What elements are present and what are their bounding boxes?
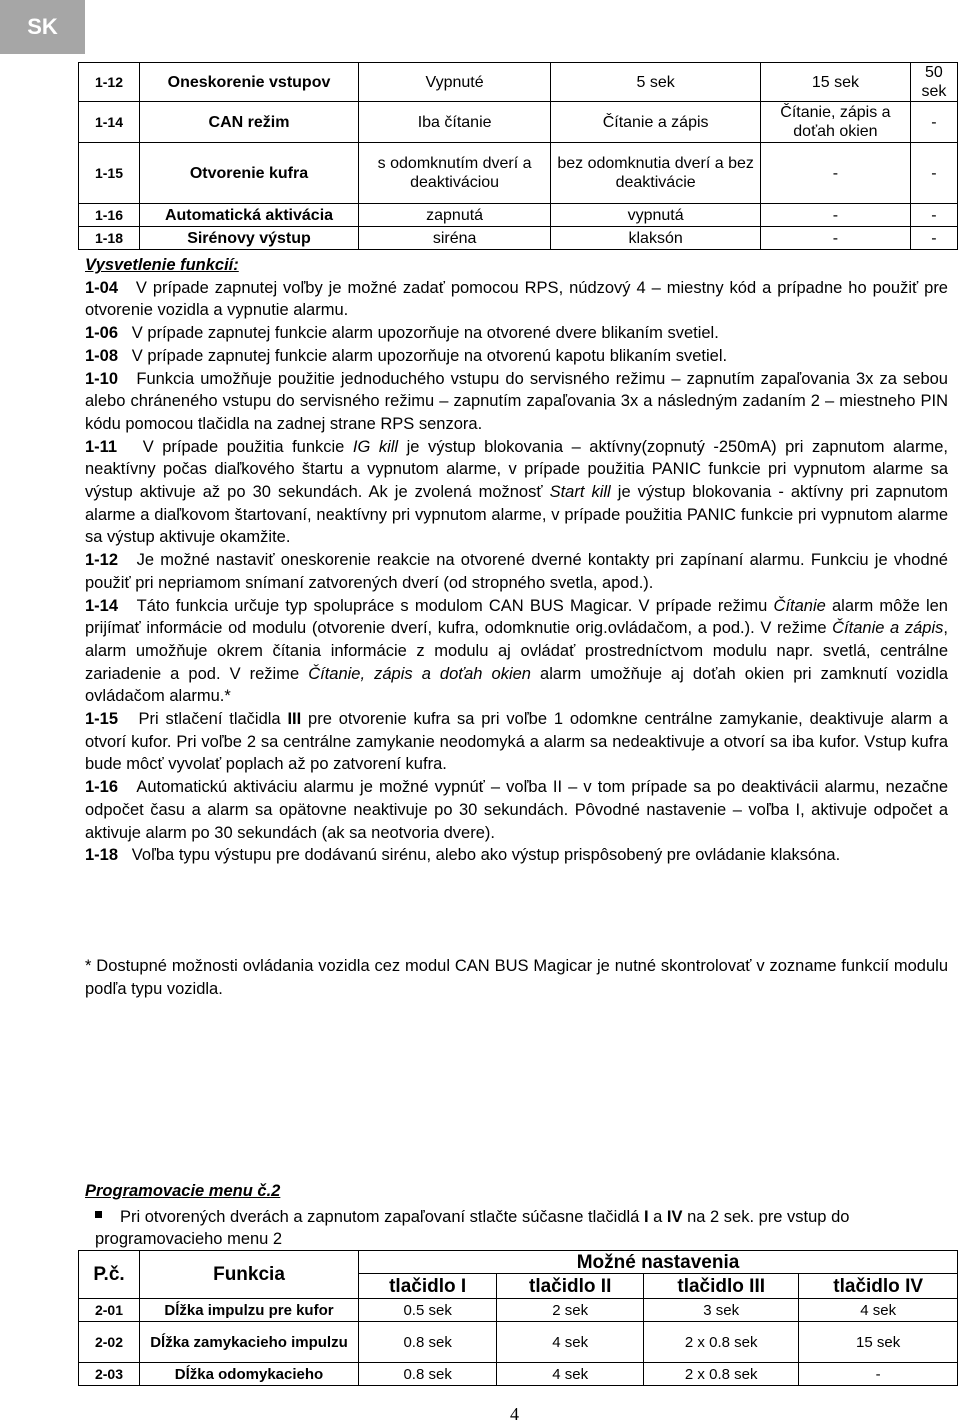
bullet-text-part: a bbox=[648, 1208, 667, 1226]
paragraph bbox=[85, 345, 948, 368]
table-cell: 0.8 sek bbox=[359, 1363, 497, 1386]
table-cell: - bbox=[910, 227, 957, 250]
table-cell: - bbox=[761, 143, 911, 204]
paragraph-text: Táto funkcia určuje typ spolupráce s modulom CAN BUS Magicar. V prípade režimu bbox=[136, 596, 774, 615]
button-label: III bbox=[287, 710, 302, 729]
bullet-text-part: na 2 sek. pre vstup do programovacieho menu 2 bbox=[95, 1208, 850, 1248]
paragraph bbox=[85, 844, 948, 867]
code-label: 1-04 bbox=[85, 278, 119, 297]
table-cell: s odomknutím dverí a deaktiváciou bbox=[359, 143, 551, 204]
button-label: IV bbox=[666, 1208, 683, 1226]
table-cell: - bbox=[910, 143, 957, 204]
section-heading: Vysvetlenie funkcií: bbox=[85, 256, 239, 274]
table-cell: 2 x 0.8 sek bbox=[644, 1363, 799, 1386]
emphasis: Čítanie, zápis a doťah okien bbox=[308, 664, 531, 683]
paragraph-text: V prípade zapnutej funkcie alarm upozorňuje na otvorenú kapotu blikaním svetiel. bbox=[131, 346, 728, 365]
table-cell: Sirénovy výstup bbox=[140, 227, 359, 250]
program-menu-table bbox=[78, 1250, 958, 1386]
table-cell: 2-02 bbox=[79, 1322, 140, 1363]
paragraph bbox=[85, 322, 948, 345]
paragraph bbox=[85, 277, 948, 322]
table-cell: - bbox=[799, 1363, 958, 1386]
table-cell: Čítanie, zápis a doťah okien bbox=[761, 102, 911, 143]
table-cell: bez odomknutia dverí a bez deaktivácie bbox=[551, 143, 761, 204]
paragraph-text: Pri stlačení tlačidla bbox=[138, 710, 288, 729]
table-cell: - bbox=[910, 102, 957, 143]
paragraph-text: Funkcia umožňuje použitie jednoduchého vstupu do servisného režimu – zapnutím zapaľovania 3x za sebou alebo chráneného vstupu do servisného režimu – zapnutím zapaľovania 3x a následným zadaním 2 – miestneho PIN kódu pomocou tlačidla na zadnej strane RPS senzora. bbox=[85, 369, 948, 433]
paragraph bbox=[85, 776, 948, 844]
paragraph-text: V prípade zapnutej funkcie alarm upozorňuje na otvorené dvere blikaním svetiel. bbox=[131, 324, 719, 343]
paragraph bbox=[85, 595, 948, 709]
table-row bbox=[79, 1322, 958, 1363]
table-cell: 1-15 bbox=[79, 143, 140, 204]
table-cell: 4 sek bbox=[497, 1363, 644, 1386]
table-cell: CAN režim bbox=[140, 102, 359, 143]
table-cell: siréna bbox=[359, 227, 551, 250]
paragraph-text: je výstup blokovania – aktívny(zopnutý -250mA) pri zapnutom alarme, neaktívny počas diaľkového štartu a vypnutom alarme, v prípade použitia PANIC funkcie pri vypnutom alarme sa výstup aktivuje až po 30 sekundách. Ak je zvolená možnosť bbox=[85, 437, 948, 502]
table-cell: 4 sek bbox=[799, 1299, 958, 1322]
paragraph-text: Automatickú aktiváciu alarmu je možné vypnúť – voľba II – v tom prípade sa po deaktivácii alarmu, nezačne odpočet času a alarm sa opätovne neaktivuje po 30 sekundách. Pôvodné nastavenie – voľba I, aktivuje odpočet a aktivuje alarm po 30 sekundách (ak sa neotvoria dvere). bbox=[85, 778, 948, 842]
header-button: tlačidlo I bbox=[359, 1274, 497, 1299]
header-function: Funkcia bbox=[140, 1251, 359, 1299]
table-cell: klaksón bbox=[551, 227, 761, 250]
code-label: 1-16 bbox=[85, 778, 119, 797]
table-cell: 0.8 sek bbox=[359, 1322, 497, 1363]
table-cell: zapnutá bbox=[359, 204, 551, 227]
table-cell: Oneskorenie vstupov bbox=[140, 63, 359, 102]
paragraph-text: Voľba typu výstupu pre dodávanú sirénu, alebo ako výstup prispôsobený pre ovládanie klaksóna. bbox=[131, 846, 841, 865]
table-row bbox=[79, 1299, 958, 1322]
table-cell: 1-12 bbox=[79, 63, 140, 102]
header-options: Možné nastavenia bbox=[359, 1251, 958, 1274]
code-label: 1-08 bbox=[85, 346, 119, 365]
list-item bbox=[95, 1206, 948, 1250]
bullet-icon bbox=[95, 1211, 102, 1218]
button-label: I bbox=[643, 1208, 649, 1226]
table-cell: 2-01 bbox=[79, 1299, 140, 1322]
table-header-row bbox=[79, 1251, 958, 1274]
table-cell: vypnutá bbox=[551, 204, 761, 227]
table-cell: 50 sek bbox=[910, 63, 957, 102]
table-cell: 1-18 bbox=[79, 227, 140, 250]
paragraph bbox=[85, 436, 948, 550]
paragraph-text: je výstup blokovania - aktívny pri zapnutom alarme a diaľkovom štartovaní, neaktívny pri vypnutom alarme, v prípade použitia PANIC funkcie pri vypnutom alarme sa výstup aktivuje okamžite. bbox=[85, 483, 948, 547]
bullet-text bbox=[95, 1208, 849, 1248]
settings-table bbox=[78, 62, 958, 250]
table-cell: 0.5 sek bbox=[359, 1299, 497, 1322]
emphasis: Čítanie a zápis bbox=[832, 619, 944, 638]
table-cell: 2 x 0.8 sek bbox=[644, 1322, 799, 1363]
table-cell: Vypnuté bbox=[359, 63, 551, 102]
table-cell: 5 sek bbox=[551, 63, 761, 102]
table-cell: Dĺžka zamykacieho impulzu bbox=[140, 1322, 359, 1363]
program-menu-title: Programovacie menu č.2 bbox=[85, 1182, 281, 1200]
table-cell: Automatická aktivácia bbox=[140, 204, 359, 227]
table-row bbox=[79, 227, 958, 250]
paragraph-text: Je možné nastaviť oneskorenie reakcie na otvorené dverné kontakty pri zapínaní alarmu. Funkciu je vhodné použiť pri nepriamom snímaní zatvorených dverí (od stropného svetla, apod.). bbox=[85, 551, 948, 592]
header-button: tlačidlo III bbox=[644, 1274, 799, 1299]
table-row bbox=[79, 63, 958, 102]
table-cell: 2-03 bbox=[79, 1363, 140, 1386]
code-label: 1-18 bbox=[85, 846, 119, 865]
table-cell: Dĺžka odomykacieho bbox=[140, 1363, 359, 1386]
table-row bbox=[79, 204, 958, 227]
paragraph-text: V prípade zapnutej voľby je možné zadať pomocou RPS, núdzový 4 – miestny kód a prípadne ho použiť pre otvorenie vozidla a vypnutie alarmu. bbox=[85, 278, 948, 320]
footnote: * Dostupné možnosti ovládania vozidla cez modul CAN BUS Magicar je nutné skontrolovať v zozname funkcií modulu podľa typu vozidla. bbox=[85, 957, 948, 998]
emphasis: Start kill bbox=[549, 483, 611, 502]
table-cell: Čítanie a zápis bbox=[551, 102, 761, 143]
paragraph bbox=[85, 368, 948, 436]
code-label: 1-15 bbox=[85, 710, 119, 729]
paragraph bbox=[85, 549, 948, 594]
emphasis: Čítanie bbox=[773, 596, 826, 615]
paragraph-text: , alarm umožňuje okrem čítania informácie z modulu aj ovládať prostredníctvom modulu napr. svetlá, centrálne zariadenie a pod. V režime bbox=[85, 619, 948, 683]
table-cell: - bbox=[910, 204, 957, 227]
header-button: tlačidlo II bbox=[497, 1274, 644, 1299]
function-explanations bbox=[85, 254, 948, 867]
table-row bbox=[79, 1363, 958, 1386]
header-pc: P.č. bbox=[79, 1251, 140, 1299]
code-label: 1-06 bbox=[85, 324, 119, 343]
table-row bbox=[79, 102, 958, 143]
code-label: 1-14 bbox=[85, 596, 119, 615]
table-cell: 2 sek bbox=[497, 1299, 644, 1322]
emphasis: IG kill bbox=[352, 437, 399, 456]
code-label: 1-10 bbox=[85, 369, 119, 388]
table-cell: 1-14 bbox=[79, 102, 140, 143]
table-cell: 4 sek bbox=[497, 1322, 644, 1363]
header-button: tlačidlo IV bbox=[799, 1274, 958, 1299]
paragraph bbox=[85, 708, 948, 776]
table-cell: 3 sek bbox=[644, 1299, 799, 1322]
paragraph-text: V prípade použitia funkcie bbox=[142, 437, 353, 456]
paragraph-text: alarm môže len prijímať informácie od modulu (otvorenie dverí, kufra, odomknutie orig.ovládačom, a pod.). V režime bbox=[85, 596, 948, 638]
table-cell: 15 sek bbox=[761, 63, 911, 102]
table-cell: 15 sek bbox=[799, 1322, 958, 1363]
table-cell: 1-16 bbox=[79, 204, 140, 227]
table-cell: Iba čítanie bbox=[359, 102, 551, 143]
table-cell: Dĺžka impulzu pre kufor bbox=[140, 1299, 359, 1322]
table-cell: Otvorenie kufra bbox=[140, 143, 359, 204]
code-label: 1-12 bbox=[85, 551, 119, 570]
table-cell: - bbox=[761, 227, 911, 250]
bullet-text-part: Pri otvorených dverách a zapnutom zapaľovaní stlačte súčasne tlačidlá bbox=[120, 1208, 644, 1226]
page-number: 4 bbox=[510, 1404, 519, 1424]
paragraph-text: alarm umožňuje aj doťah okien pri zamknutí vozidla ovládačom alarmu.* bbox=[85, 664, 949, 706]
table-cell: - bbox=[761, 204, 911, 227]
code-label: 1-11 bbox=[85, 437, 118, 456]
language-badge: SK bbox=[0, 0, 85, 54]
paragraph-text: pre otvorenie kufra sa pri voľbe 1 odomkne centrálne zamykanie, deaktivuje alarm a otvorí kufor. Pri voľbe 2 sa centrálne zamykanie neodomyká a alarm sa nedeaktivuje a otvorí sa iba kufor. Vstup kufra bude môcť vyvolať poplach až po zatvorení kufra. bbox=[85, 710, 948, 774]
table-row bbox=[79, 143, 958, 204]
